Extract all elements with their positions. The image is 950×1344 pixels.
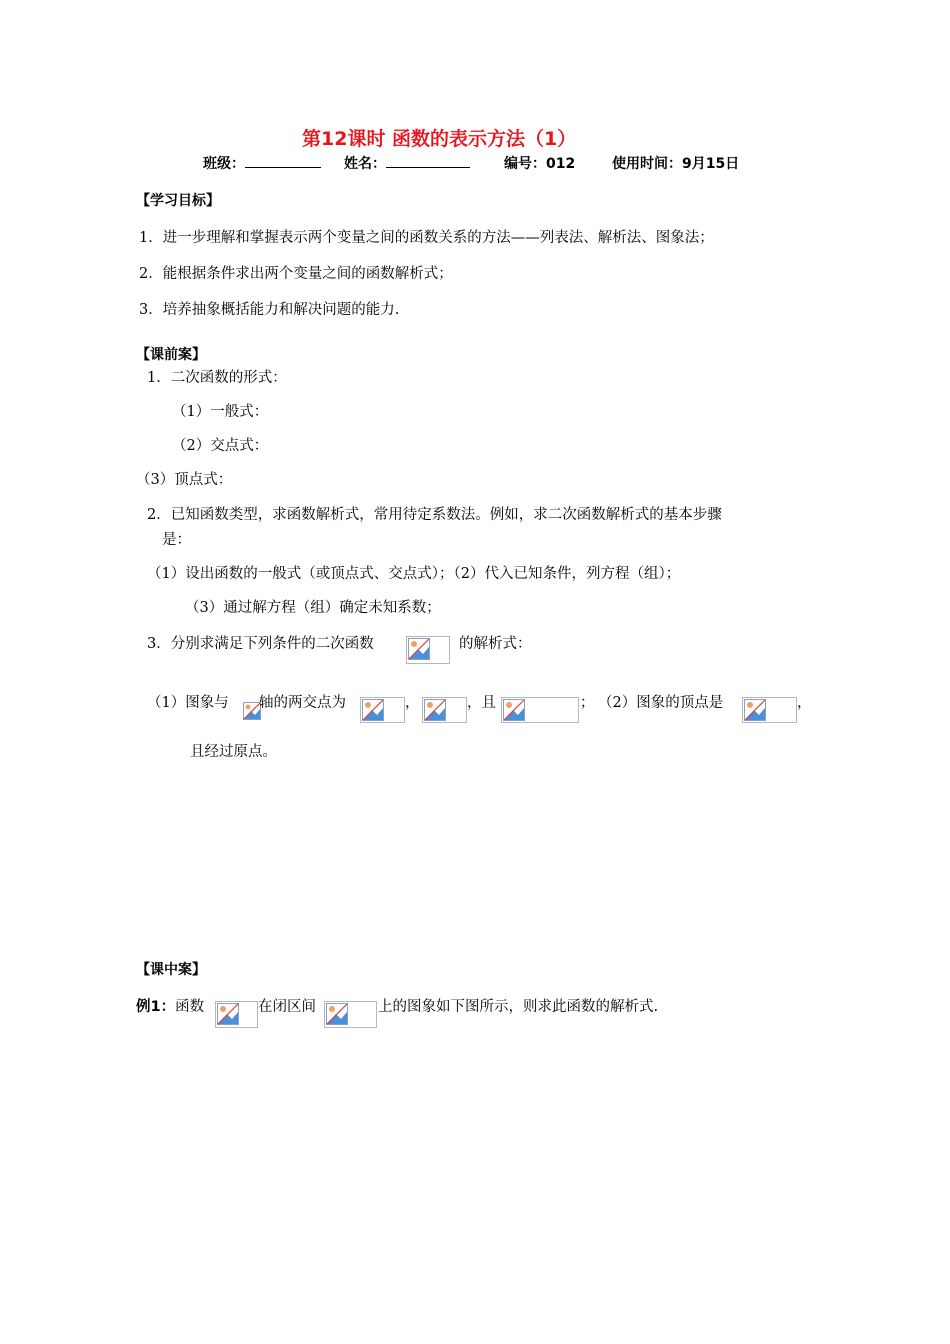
comma: ， [405, 695, 420, 711]
question-3-part1-b: 轴的两交点为 [259, 695, 346, 711]
formula-image-icon [422, 697, 467, 723]
number-label: 编号：012 [504, 156, 576, 172]
class-label: 班级： [203, 156, 245, 172]
example-label: 例1： [136, 999, 176, 1015]
question-1: 1．二次函数的形式： [147, 370, 287, 386]
question-3-last: 且经过原点。 [190, 744, 277, 760]
question-3-part1-a: （1）图象与 [147, 695, 229, 711]
question-2-steps1: （1）设出函数的一般式（或顶点式、交点式）；（2）代入已知条件，列方程（组）； [147, 566, 681, 582]
objectives-heading: 【学习目标】 [136, 193, 220, 209]
formula-image-icon [215, 1001, 258, 1028]
example-text-c: 上的图象如下图所示，则求此函数的解析式. [378, 999, 659, 1015]
name-blank[interactable] [386, 153, 470, 168]
name-label: 姓名： [344, 156, 386, 172]
question-1-vertex: （3）顶点式： [136, 472, 233, 488]
formula-image-icon [360, 697, 405, 723]
objective-item: 2．能根据条件求出两个变量之间的函数解析式； [139, 266, 453, 282]
question-3-part2: （2）图象的顶点是 [598, 695, 724, 711]
page-title: 第12课时 函数的表示方法（1） [302, 128, 577, 150]
semicolon: ； [580, 695, 595, 711]
example-text-b: 在闭区间 [258, 999, 316, 1015]
name-field [344, 153, 470, 173]
question-3-prefix: 3．分别求满足下列条件的二次函数 [147, 636, 374, 652]
question-2-line2: 是： [162, 532, 191, 548]
example-1-label [136, 995, 204, 1016]
inclass-heading: 【课中案】 [136, 962, 206, 978]
formula-image-icon [742, 697, 797, 723]
class-field [203, 153, 321, 173]
question-3-suffix: 的解析式： [459, 636, 532, 652]
example-text-a: 函数 [175, 999, 205, 1015]
objective-item: 1．进一步理解和掌握表示两个变量之间的函数关系的方法——列表法、解析法、图象法； [139, 230, 714, 246]
question-1-intercept: （2）交点式： [172, 438, 269, 454]
preclass-heading: 【课前案】 [136, 347, 206, 363]
question-2-steps2: （3）通过解方程（组）确定未知系数； [185, 600, 441, 616]
formula-image-icon [324, 1001, 377, 1028]
formula-image-icon [501, 697, 579, 723]
class-blank[interactable] [245, 153, 321, 168]
time-label: 使用时间：9月15日 [612, 156, 740, 172]
formula-image-icon [406, 636, 450, 664]
objective-item: 3．培养抽象概括能力和解决问题的能力. [139, 302, 400, 318]
axis-image-icon [242, 693, 260, 721]
question-1-general: （1）一般式： [172, 404, 269, 420]
comma: ， [797, 695, 812, 711]
comma-and: ，且 [467, 695, 496, 711]
question-2-line1: 2．已知函数类型，求函数解析式，常用待定系数法。例如，求二次函数解析式的基本步骤 [147, 507, 722, 523]
